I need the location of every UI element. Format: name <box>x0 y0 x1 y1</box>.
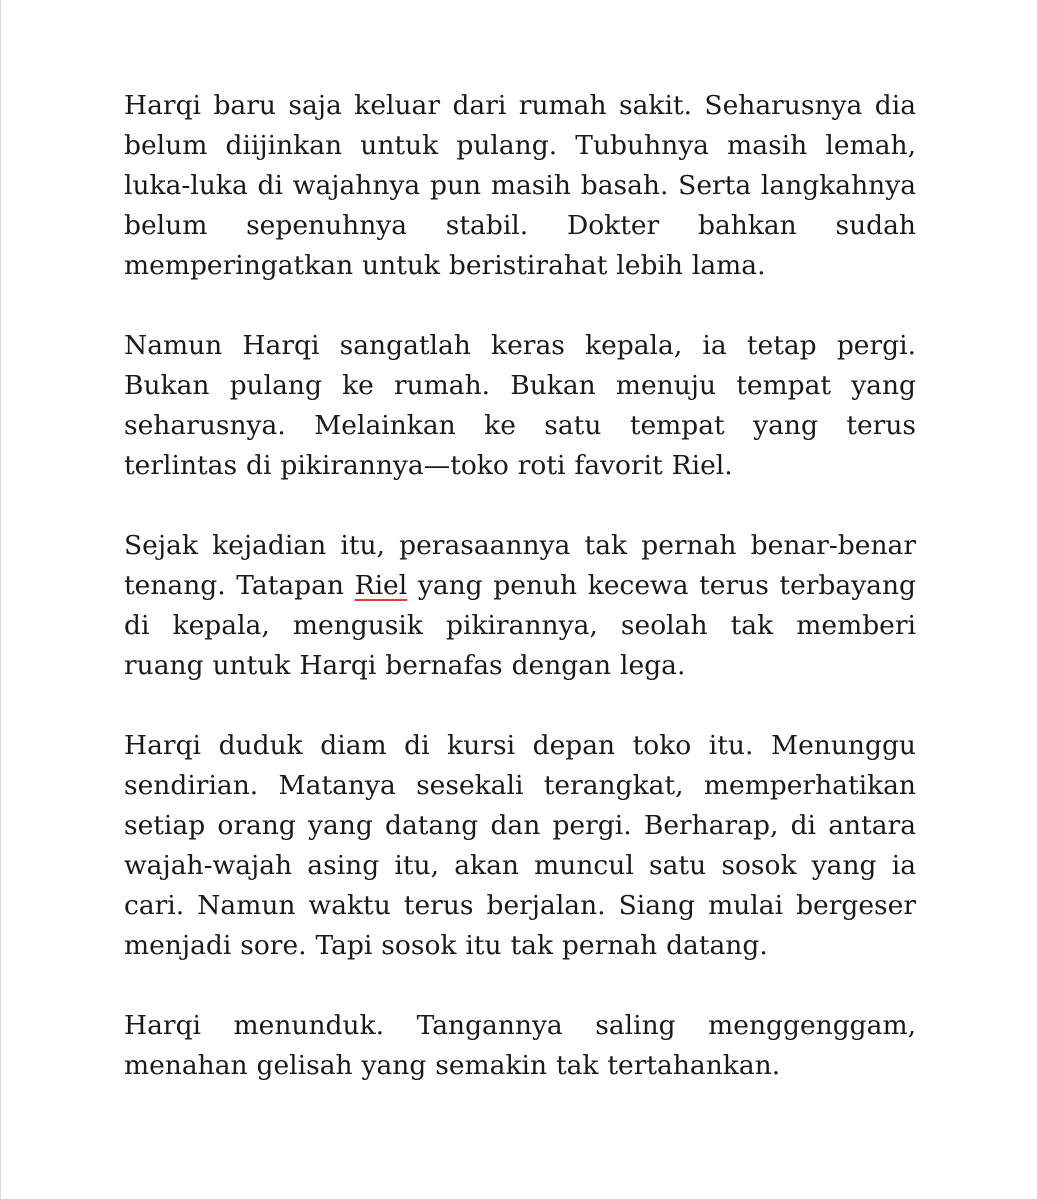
paragraph-2: Namun Harqi sangatlah keras kepala, ia tetap pergi. Bukan pulang ke rumah. Bukan menuju tempat yang seharusnya. Melainkan ke satu tempat yang terus terlintas di pikirannya—toko roti favorit Riel. <box>124 330 916 481</box>
spellcheck-flagged-word[interactable]: Riel <box>354 570 408 601</box>
paragraph-1: Harqi baru saja keluar dari rumah sakit. Seharusnya dia belum diijinkan untuk pulang. Tubuhnya masih lemah, luka-luka di wajahnya pun masih basah. Serta langkahnya belum sepenuhnya stabil. Dokter bahkan sudah memperingatkan untuk beristirahat lebih lama. <box>124 90 916 281</box>
paragraph-3-text-after: yang penuh kecewa terus terbayang di kepala, mengusik pikirannya, seolah tak memberi ruang untuk Harqi bernafas dengan lega. <box>124 570 916 681</box>
paragraph-4: Harqi duduk diam di kursi depan toko itu. Menunggu sendirian. Matanya sesekali terangkat, memperhatikan setiap orang yang datang dan pergi. Berharap, di antara wajah-wajah asing itu, akan muncul satu sosok yang ia cari. Namun waktu terus berjalan. Siang mulai bergeser menjadi sore. Tapi sosok itu tak pernah datang. <box>124 730 916 961</box>
paragraph-3-text-before: Sejak kejadian itu, perasaannya tak pernah benar-benar tenang. Tatapan <box>124 530 916 601</box>
paragraph-3 <box>124 526 916 686</box>
document-body[interactable] <box>124 86 916 1126</box>
paragraph-5: Harqi menunduk. Tangannya saling menggenggam, menahan gelisah yang semakin tak tertahankan. <box>124 1010 916 1081</box>
